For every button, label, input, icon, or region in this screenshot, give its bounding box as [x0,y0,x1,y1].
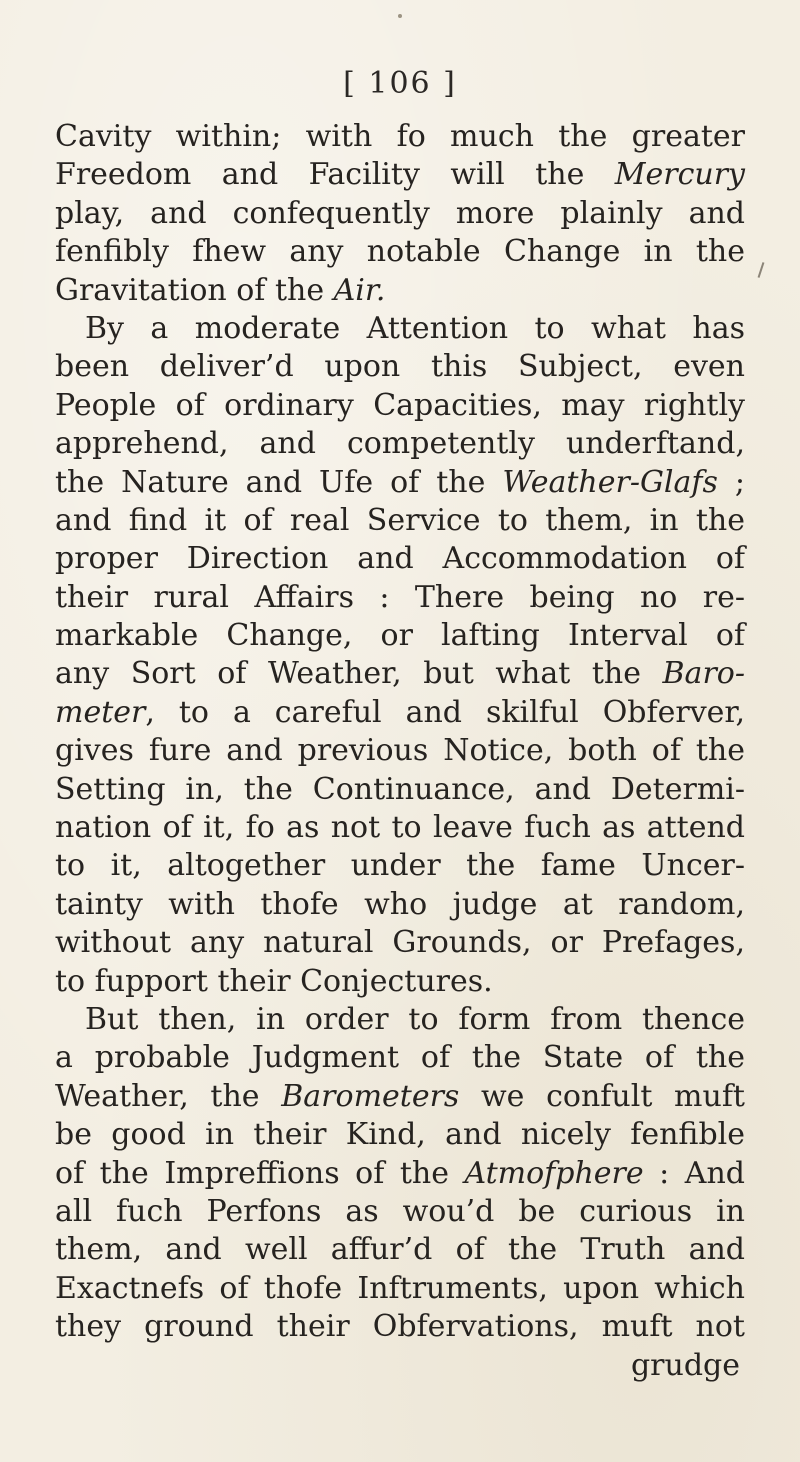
paragraph-start-line: By a moderate Attention to what has [85,310,745,346]
text-line: Weather, the Barometers we confult muft [55,1078,745,1114]
text-line: Cavity within; with fo much the greater [55,119,745,154]
text-line: them, and well affur’d of the Truth and [55,1232,745,1268]
text-line: to it, altogether under the fame Uncer- [55,848,745,884]
margin-mark [758,262,765,278]
text-line: Freedom and Facility will the Mercury [55,157,745,193]
page-number: [ 106 ] [343,66,457,101]
text-line: their rural Affairs : There being no re- [55,579,745,615]
text-line: fenfibly fhew any notable Change in the [55,234,745,270]
text-line: been deliver’d upon this Subject, even [55,349,745,385]
catchword: grudge [630,1347,740,1383]
text-line: Setting in, the Continuance, and Determi- [55,771,745,807]
paper-speck [398,14,402,18]
text-line: without any natural Grounds, or Prefages, [55,925,745,961]
text-line: nation of it, fo as not to leave fuch as attend [55,810,745,846]
text-line: gives fure and previous Notice, both of the [55,733,745,769]
text-line: to fupport their Conjectures. [55,963,493,999]
text-line: tainty with thofe who judge at random, [55,886,745,922]
text-line: proper Direction and Accommodation of [55,541,745,577]
text-line: all fuch Perfons as wou’d be curious in [55,1193,745,1229]
body-text [55,118,745,1385]
text-line: of the Impreffions of the Atmofphere : And [55,1155,745,1191]
text-line: the Nature and Ufe of the Weather-Glafs ; [55,464,745,500]
text-line: Gravitation of the Air. [55,272,386,308]
text-line: be good in their Kind, and nicely fenfible [55,1117,745,1153]
text-line: any Sort of Weather, but what the Baro- [55,656,745,692]
text-line: play, and confequently more plainly and [55,195,745,231]
text-line: People of ordinary Capacities, may rightly [55,387,745,423]
text-line: meter, to a careful and skilful Obferver, [55,694,745,730]
paragraph-start-line: But then, in order to form from thence [85,1001,745,1037]
text-line: a probable Judgment of the State of the [55,1040,745,1076]
text-line: and find it of real Service to them, in the [55,502,745,538]
text-line: Exactnefs of thofe Inftruments, upon which [55,1270,745,1306]
text-line: apprehend, and competently underftand, [55,426,745,462]
text-line: they ground their Obfervations, muft not [55,1309,745,1345]
text-line: markable Change, or lafting Interval of [55,618,745,654]
